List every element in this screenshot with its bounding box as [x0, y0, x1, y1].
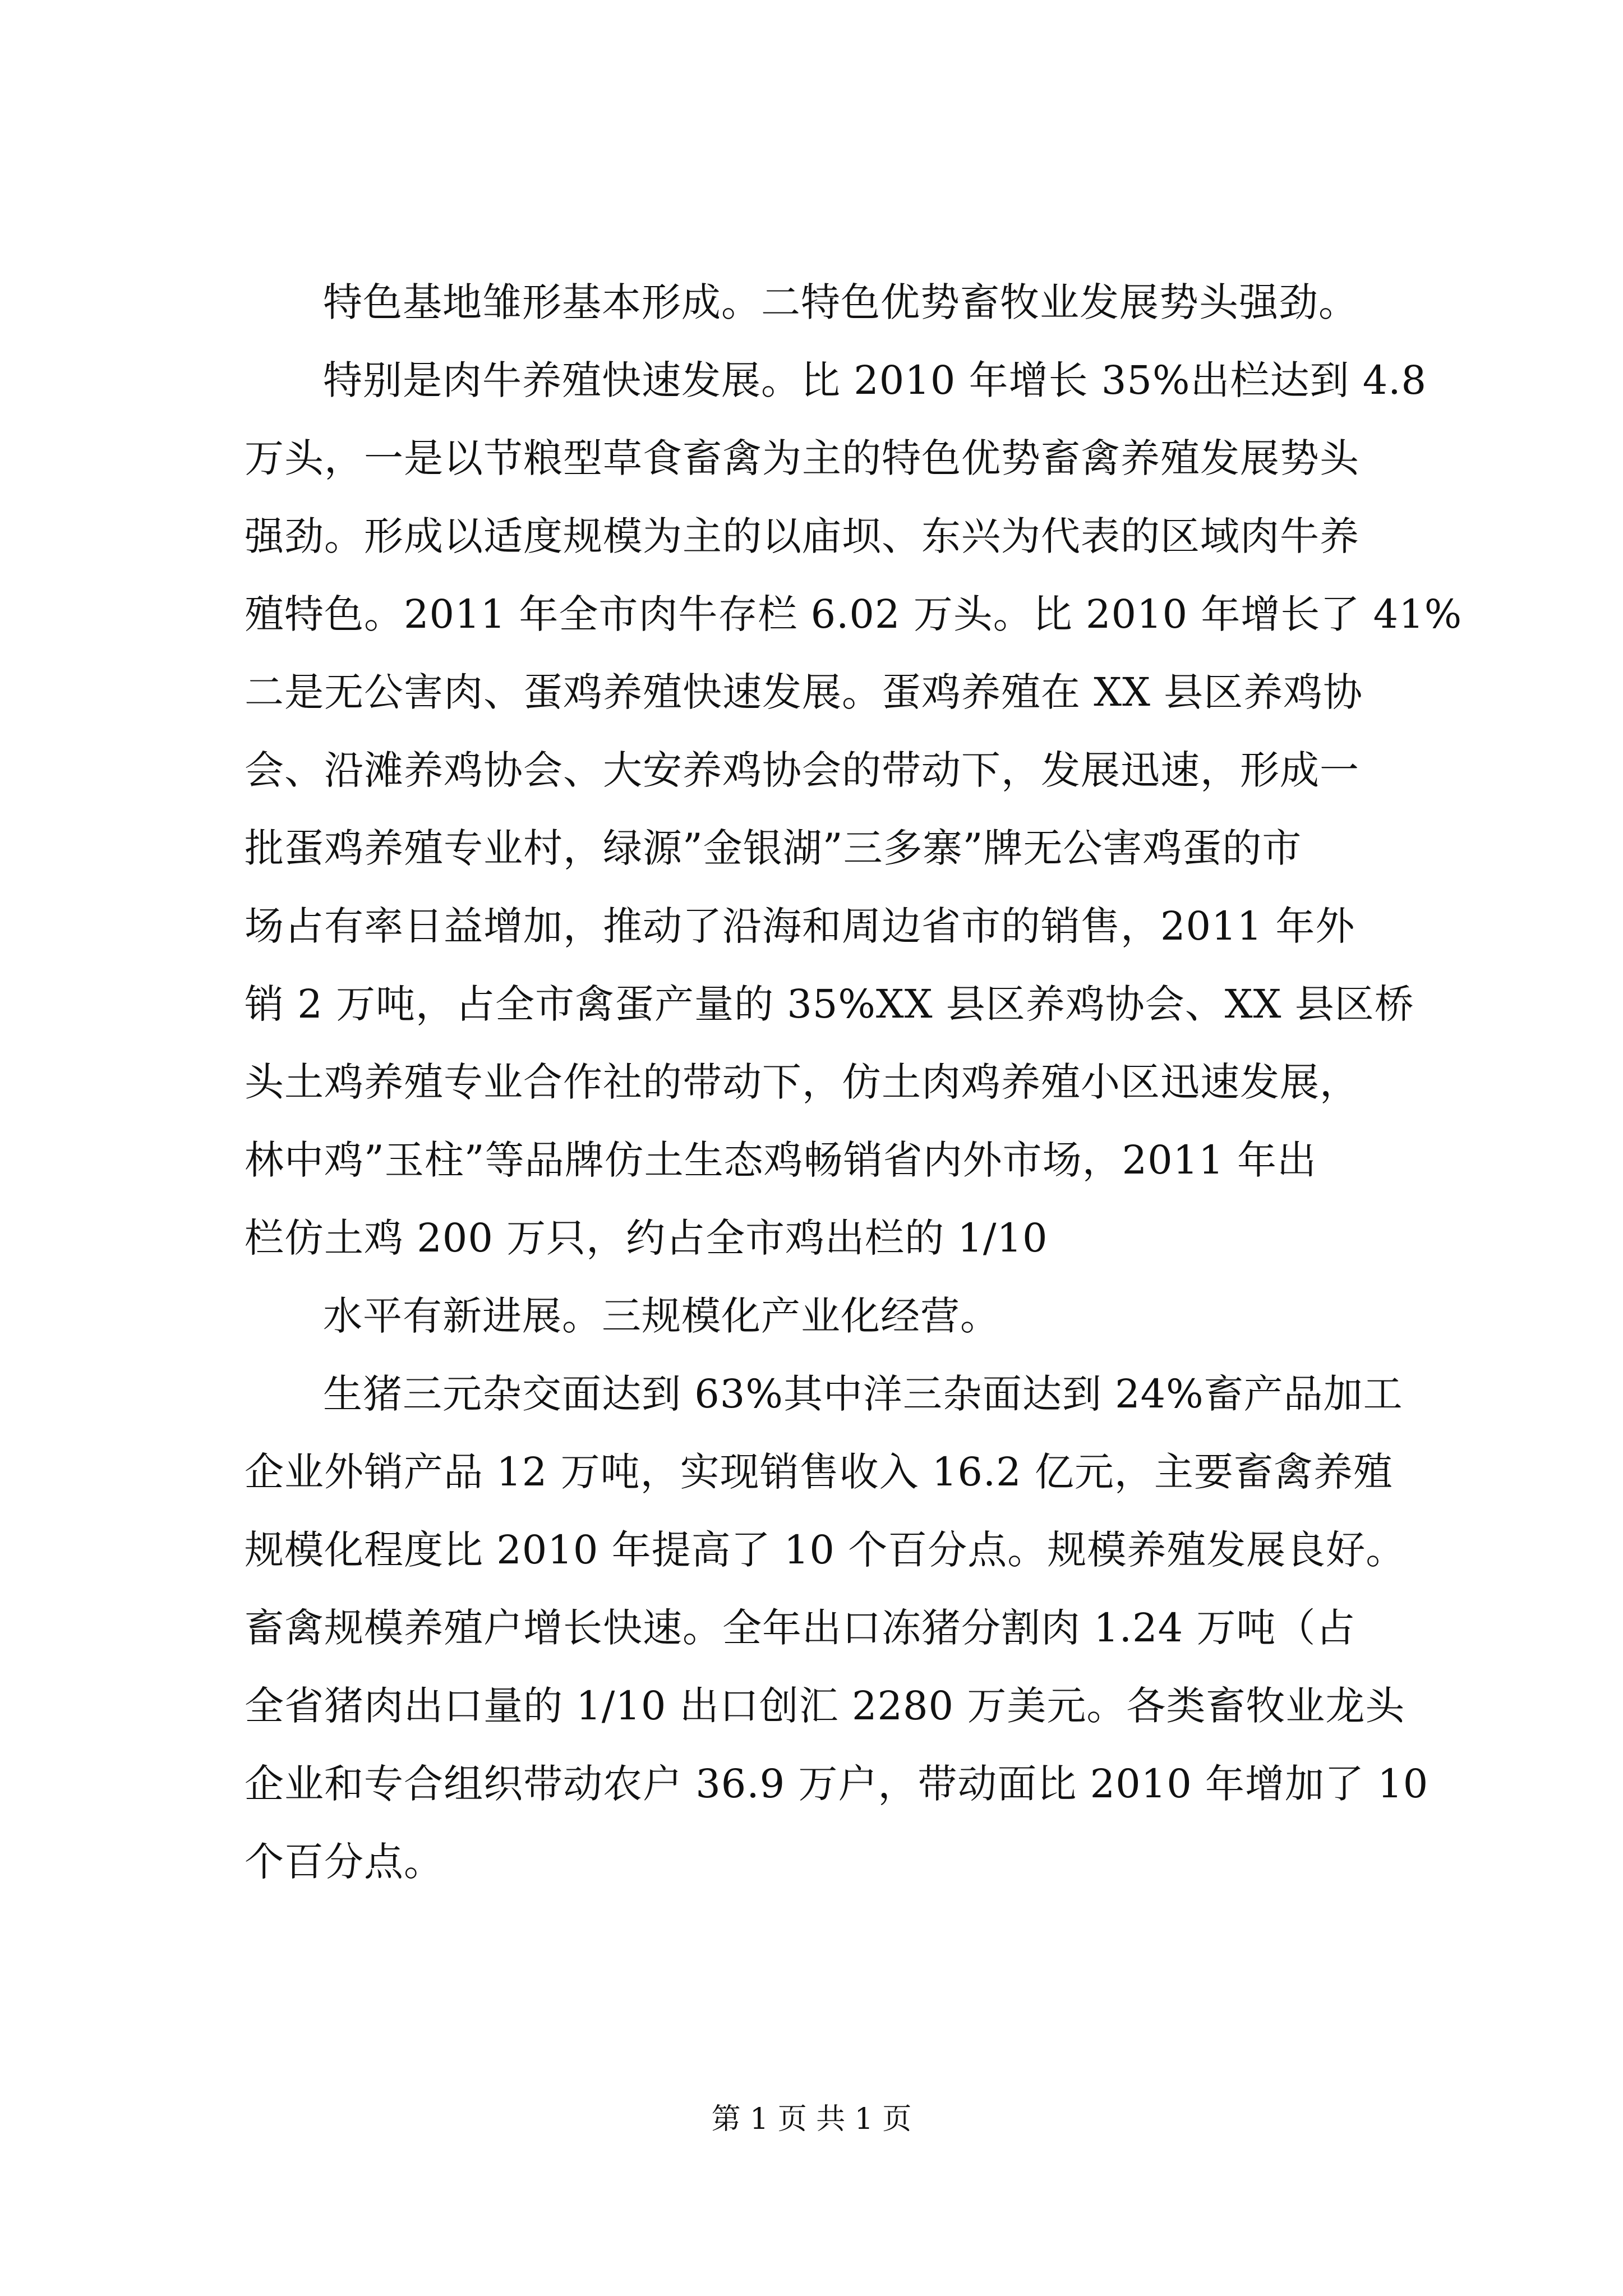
- text-line: 强劲。形成以适度规模为主的以庙坝、东兴为代表的区域肉牛养: [245, 513, 1359, 559]
- text-line: 特别是肉牛养殖快速发展。比 2010 年增长 35%出栏达到 4.8: [323, 357, 1427, 403]
- text-line: 林中鸡”玉柱”等品牌仿土生态鸡畅销省内外市场，2011 年出: [245, 1137, 1317, 1183]
- text-line: 头土鸡养殖专业合作社的带动下，仿土肉鸡养殖小区迅速发展，: [245, 1059, 1359, 1105]
- text-line: 万头，一是以节粮型草食畜禽为主的特色优势畜禽养殖发展势头: [245, 435, 1359, 481]
- page-footer: [0, 2095, 1623, 2137]
- text-line: 会、沿滩养鸡协会、大安养鸡协会的带动下，发展迅速，形成一: [245, 747, 1359, 793]
- text-line: 栏仿土鸡 200 万只，约占全市鸡出栏的 1/10: [245, 1215, 1048, 1261]
- text-line: 批蛋鸡养殖专业村，绿源”金银湖”三多寨”牌无公害鸡蛋的市: [245, 825, 1302, 871]
- text-line: 二是无公害肉、蛋鸡养殖快速发展。蛋鸡养殖在 XX 县区养鸡协: [245, 669, 1363, 715]
- text-line: 殖特色。2011 年全市肉牛存栏 6.02 万头。比 2010 年增长了 41%: [245, 591, 1463, 637]
- text-line: 销 2 万吨，占全市禽蛋产量的 35%XX 县区养鸡协会、XX 县区桥: [245, 981, 1414, 1027]
- text-line: 企业外销产品 12 万吨，实现销售收入 16.2 亿元，主要畜禽养殖: [245, 1449, 1393, 1495]
- text-line: 水平有新进展。三规模化产业化经营。: [323, 1293, 1000, 1339]
- text-line: 全省猪肉出口量的 1/10 出口创汇 2280 万美元。各类畜牧业龙头: [245, 1683, 1405, 1729]
- text-line: 特色基地雏形基本形成。二特色优势畜牧业发展势头强劲。: [323, 279, 1358, 325]
- document-body: [245, 264, 1463, 1901]
- text-line: 畜禽规模养殖户增长快速。全年出口冻猪分割肉 1.24 万吨（占: [245, 1605, 1356, 1651]
- text-line: 场占有率日益增加，推动了沿海和周边省市的销售，2011 年外: [245, 903, 1355, 949]
- text-line: 企业和专合组织带动农户 36.9 万户，带动面比 2010 年增加了 10: [245, 1761, 1429, 1807]
- page-number-label: 第 1 页 共 1 页: [711, 2102, 912, 2136]
- text-line: 生猪三元杂交面达到 63%其中洋三杂面达到 24%畜产品加工: [323, 1371, 1403, 1417]
- text-line: 个百分点。: [245, 1839, 444, 1885]
- text-line: 规模化程度比 2010 年提高了 10 个百分点。规模养殖发展良好。: [245, 1527, 1406, 1573]
